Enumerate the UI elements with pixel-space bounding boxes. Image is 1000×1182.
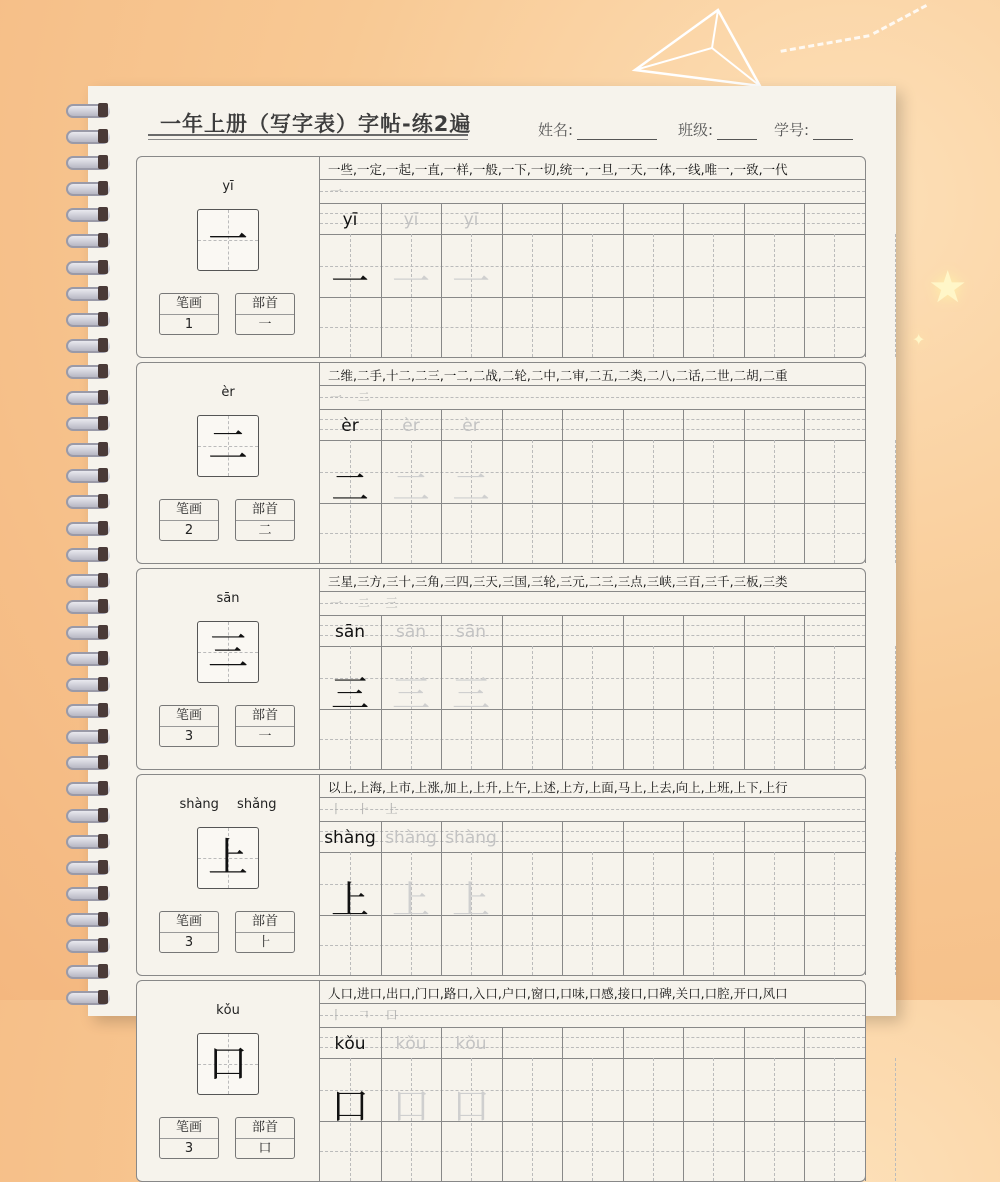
- binding-ring: [66, 598, 114, 616]
- binding-ring: [66, 885, 114, 903]
- stroke-count: 3: [184, 729, 194, 744]
- pinyin-label: sān: [216, 591, 240, 606]
- worksheet-page: [88, 86, 896, 1156]
- character-section: [136, 156, 866, 358]
- character-info-panel: [137, 363, 320, 563]
- pinyin-trace: shàng: [385, 828, 437, 848]
- pinyin-label: yī: [222, 179, 234, 194]
- practice-grid[interactable]: [320, 385, 865, 563]
- example-words: 一些,一定,一起,一直,一样,一般,一下,一切,统一,一旦,一天,一体,一线,唯一,一致,一代: [328, 162, 788, 177]
- example-words: 以上,上海,上市,上涨,加上,上升,上午,上述,上方,上面,马上,上去,向上,上班,上下,上行: [328, 780, 788, 795]
- pinyin-trace: èr: [462, 416, 480, 436]
- binding-ring: [66, 415, 114, 433]
- character-trace: 二: [391, 466, 430, 510]
- practice-panel: [320, 981, 865, 1181]
- radical-box: [235, 705, 295, 747]
- class-field[interactable]: [678, 119, 757, 140]
- character-sample: 一: [330, 260, 369, 304]
- radical-label: 部首: [236, 912, 294, 933]
- class-blank[interactable]: [717, 123, 757, 140]
- binding-ring: [66, 232, 114, 250]
- pinyin-label: èr: [221, 385, 235, 400]
- pinyin-trace: kǒu: [455, 1034, 487, 1054]
- practice-grid[interactable]: [320, 1003, 865, 1181]
- binding-ring: [66, 467, 114, 485]
- radical-box: [235, 499, 295, 541]
- binding-ring: [66, 154, 114, 172]
- radical-label: 部首: [236, 500, 294, 521]
- pinyin-trace: sān: [395, 622, 427, 642]
- decorative-dashed-line: [780, 34, 869, 53]
- stroke-order: 一: [330, 184, 349, 198]
- radical-value: 口: [258, 1141, 272, 1156]
- practice-panel: [320, 569, 865, 769]
- practice-grid[interactable]: [320, 591, 865, 769]
- binding-ring: [66, 180, 114, 198]
- decorative-dashed-line: [873, 4, 927, 35]
- binding-ring: [66, 911, 114, 929]
- stroke-count-box: [159, 1117, 219, 1159]
- character-section: [136, 774, 866, 976]
- binding-ring: [66, 859, 114, 877]
- paper-plane-icon: [630, 8, 770, 88]
- character-trace: 一: [451, 260, 490, 304]
- binding-ring: [66, 780, 114, 798]
- page-title: 一年上册（写字表）字帖-练2遍: [160, 112, 472, 136]
- radical-value: ⺊: [258, 935, 272, 950]
- pinyin-sample: kǒu: [334, 1034, 366, 1054]
- pinyin-label: kǒu: [216, 1003, 240, 1018]
- stroke-count-box: [159, 705, 219, 747]
- title-underline: [148, 134, 468, 136]
- model-character: 一: [208, 217, 248, 263]
- radical-value: 一: [258, 317, 272, 332]
- binding-ring: [66, 754, 114, 772]
- radical-value: 一: [258, 729, 272, 744]
- radical-label: 部首: [236, 706, 294, 727]
- pinyin-sample: sān: [334, 622, 366, 642]
- character-trace: 二: [451, 466, 490, 510]
- class-label: 班级:: [678, 121, 714, 139]
- stroke-order: 丨 ⺊ 上: [330, 802, 404, 816]
- practice-panel: [320, 775, 865, 975]
- binding-ring: [66, 937, 114, 955]
- practice-grid[interactable]: [320, 797, 865, 975]
- character-trace: 口: [391, 1084, 430, 1128]
- character-section: [136, 980, 866, 1182]
- name-label: 姓名:: [538, 121, 574, 139]
- stroke-count-box: [159, 499, 219, 541]
- student-no-blank[interactable]: [813, 123, 853, 140]
- pinyin-sample: shàng: [324, 828, 376, 848]
- binding-ring: [66, 624, 114, 642]
- character-trace: 三: [451, 672, 490, 716]
- binding-ring: [66, 206, 114, 224]
- binding-ring: [66, 128, 114, 146]
- radical-box: [235, 911, 295, 953]
- character-info-panel: [137, 157, 320, 357]
- binding-ring: [66, 285, 114, 303]
- character-trace: 三: [391, 672, 430, 716]
- stroke-count-box: [159, 293, 219, 335]
- model-character: 口: [208, 1041, 248, 1087]
- binding-ring: [66, 337, 114, 355]
- pinyin-trace: yī: [463, 210, 479, 230]
- character-trace: 口: [451, 1084, 490, 1128]
- character-trace: 上: [391, 878, 430, 922]
- model-character-box: [197, 1033, 259, 1095]
- character-sample: 二: [330, 466, 369, 510]
- radical-box: [235, 293, 295, 335]
- stroke-count: 1: [184, 317, 194, 332]
- pinyin-trace: èr: [402, 416, 420, 436]
- radical-label: 部首: [236, 294, 294, 315]
- stroke-order: 一 二: [330, 390, 376, 404]
- model-character-box: [197, 209, 259, 271]
- model-character-box: [197, 415, 259, 477]
- character-sample: 口: [330, 1084, 369, 1128]
- strokes-label: 笔画: [160, 706, 218, 727]
- pinyin-sample: yī: [342, 210, 358, 230]
- pinyin-sample: èr: [341, 416, 359, 436]
- binding-ring: [66, 389, 114, 407]
- model-character: 二: [208, 423, 248, 469]
- binding-ring: [66, 676, 114, 694]
- strokes-label: 笔画: [160, 294, 218, 315]
- radical-label: 部首: [236, 1118, 294, 1139]
- strokes-label: 笔画: [160, 1118, 218, 1139]
- binding-ring: [66, 989, 114, 1007]
- strokes-label: 笔画: [160, 912, 218, 933]
- binding-ring: [66, 702, 114, 720]
- practice-grid[interactable]: [320, 179, 865, 357]
- binding-ring: [66, 311, 114, 329]
- title-underline: [148, 139, 468, 140]
- character-sample: 上: [330, 878, 369, 922]
- character-trace: 上: [451, 878, 490, 922]
- radical-box: [235, 1117, 295, 1159]
- model-character: 上: [208, 835, 248, 881]
- strokes-label: 笔画: [160, 500, 218, 521]
- pinyin-trace: yī: [403, 210, 419, 230]
- binding-ring: [66, 441, 114, 459]
- binding-ring: [66, 546, 114, 564]
- spiral-binding: [66, 102, 114, 1015]
- character-info-panel: [137, 569, 320, 769]
- character-section: [136, 362, 866, 564]
- practice-panel: [320, 363, 865, 563]
- stroke-count-box: [159, 911, 219, 953]
- radical-value: 二: [258, 523, 272, 538]
- star-icon: ★: [928, 262, 968, 313]
- stroke-count: 2: [184, 523, 194, 538]
- example-words: 三星,三方,三十,三角,三四,三天,三国,三轮,三元,二三,三点,三峡,三百,三千,三板,三类: [328, 574, 788, 589]
- binding-ring: [66, 650, 114, 668]
- stroke-order: 丨 𠃍 口: [330, 1008, 404, 1022]
- sparkle-icon: ✦: [912, 330, 926, 349]
- student-no-label: 学号:: [774, 121, 810, 139]
- example-words: 人口,进口,出口,门口,路口,入口,户口,窗口,口味,口感,接口,口碑,关口,口腔,开口,风口: [328, 986, 788, 1001]
- model-character-box: [197, 827, 259, 889]
- pinyin-trace: kǒu: [395, 1034, 427, 1054]
- binding-ring: [66, 833, 114, 851]
- character-info-panel: [137, 981, 320, 1181]
- model-character: 三: [208, 629, 248, 675]
- character-section: [136, 568, 866, 770]
- example-words: 二维,二手,十二,二三,一二,二战,二轮,二中,二审,二五,二类,二八,二话,二世,二胡,二重: [328, 368, 788, 383]
- name-field[interactable]: [538, 119, 657, 140]
- stroke-order: 一 二 三: [330, 596, 404, 610]
- binding-ring: [66, 363, 114, 381]
- pinyin-label: shàng shǎng: [179, 797, 277, 812]
- character-trace: 一: [391, 260, 430, 304]
- pinyin-trace: shàng: [445, 828, 497, 848]
- pinyin-trace: sān: [455, 622, 487, 642]
- binding-ring: [66, 493, 114, 511]
- character-sample: 三: [330, 672, 369, 716]
- practice-panel: [320, 157, 865, 357]
- binding-ring: [66, 520, 114, 538]
- binding-ring: [66, 102, 114, 120]
- stroke-count: 3: [184, 1141, 194, 1156]
- name-blank[interactable]: [577, 123, 657, 140]
- stroke-count: 3: [184, 935, 194, 950]
- binding-ring: [66, 728, 114, 746]
- binding-ring: [66, 259, 114, 277]
- binding-ring: [66, 963, 114, 981]
- model-character-box: [197, 621, 259, 683]
- student-no-field[interactable]: [774, 119, 853, 140]
- binding-ring: [66, 807, 114, 825]
- character-info-panel: [137, 775, 320, 975]
- binding-ring: [66, 572, 114, 590]
